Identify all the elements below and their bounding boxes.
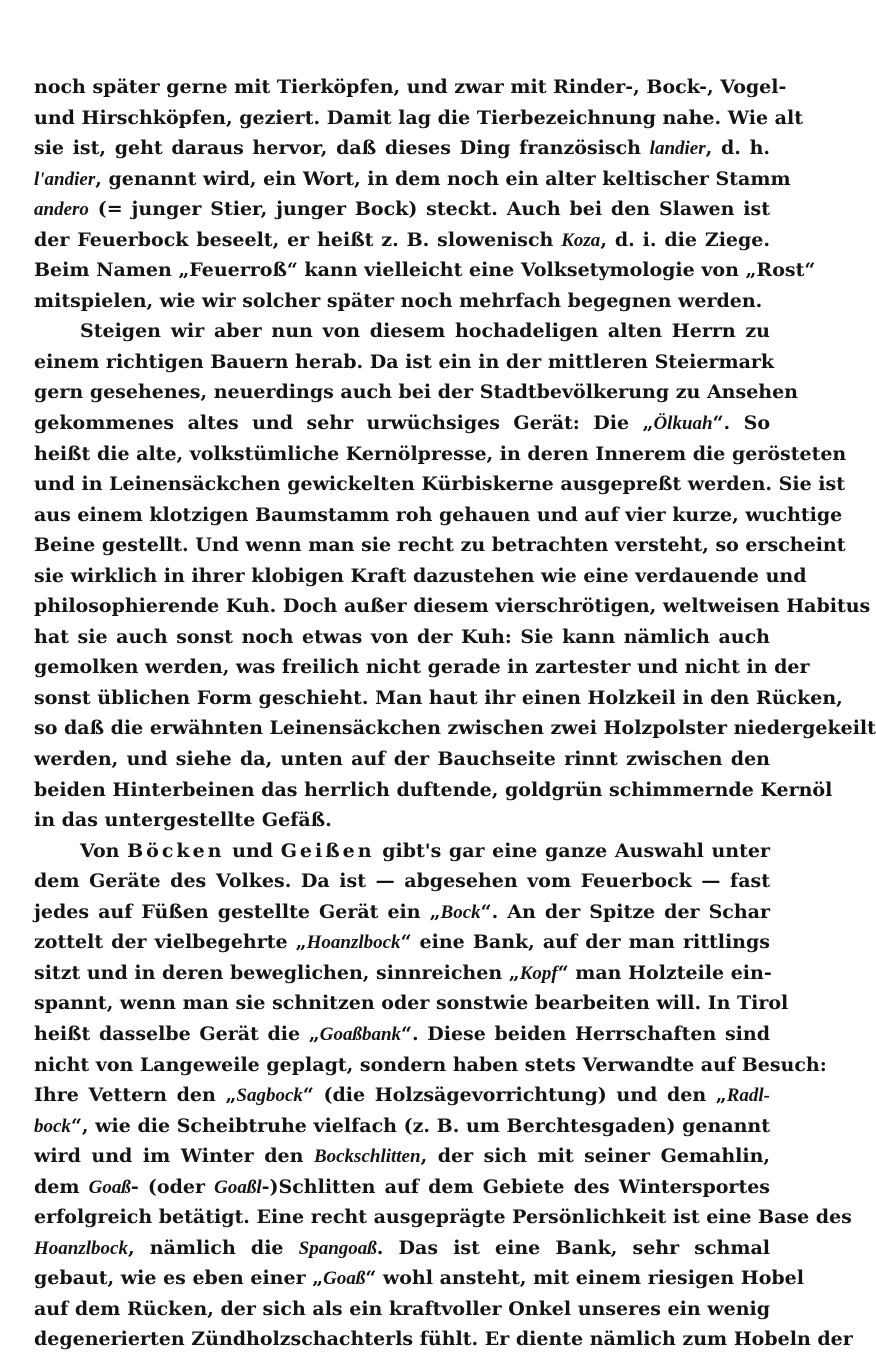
text-segment: gebaut, wie es eben einer „	[34, 1267, 324, 1290]
italic-term: Bockschlitten	[313, 1146, 421, 1168]
italic-term: Goaß	[323, 1268, 366, 1290]
text-line	[34, 744, 770, 775]
text-line	[34, 652, 810, 683]
italic-term: Bock	[440, 901, 481, 923]
text-line	[34, 958, 770, 989]
text-line	[34, 500, 843, 531]
italic-term: Spangoaß	[298, 1237, 377, 1259]
text-segment: sie ist, geht daraus hervor, daß dieses Ding französisch	[34, 137, 650, 160]
text-segment: - (oder	[130, 1175, 215, 1198]
text-line	[34, 713, 876, 744]
italic-term: Goaßbank	[319, 1023, 402, 1045]
italic-term: Hoanzlbock	[34, 1237, 128, 1259]
italic-term: l'andier	[34, 168, 96, 190]
text-line	[34, 775, 833, 806]
spaced-emphasis: Böcken	[127, 839, 225, 862]
paragraph-start-line	[34, 316, 770, 347]
spaced-emphasis: Geißen	[280, 839, 375, 862]
text-segment: Beim Namen „Feuerroß“ kann vielleicht eine Volksetymologie von „Rost“	[34, 259, 816, 282]
text-segment: beiden Hinterbeinen das herrlich duftende, goldgrün schimmernde Kernöl	[34, 778, 833, 801]
text-line	[34, 103, 803, 134]
text-line	[34, 561, 807, 592]
text-segment: sitzt und in deren beweglichen, sinnreichen „	[34, 961, 520, 984]
text-segment: sie wirklich in ihrer klobigen Kraft dazustehen wie eine verdauende und	[34, 564, 807, 587]
text-line	[34, 866, 770, 897]
text-line	[34, 530, 846, 561]
italic-term: bock	[34, 1115, 71, 1137]
text-segment: dem	[34, 1175, 89, 1198]
text-segment: Beine gestellt. Und wenn man sie recht zu betrachten versteht, so erscheint	[34, 534, 846, 557]
text-segment: zottelt der vielbegehrte „	[34, 931, 307, 954]
text-segment: “. An der Spitze der Schar	[480, 900, 770, 923]
text-line	[34, 194, 770, 225]
text-line	[34, 1080, 770, 1111]
text-segment: heißt die alte, volkstümliche Kernölpresse, in deren Innerem die gerösteten	[34, 442, 847, 465]
italic-term: Goaßl	[214, 1176, 262, 1198]
text-segment: “ (die Holzsägevorrichtung) und den „	[302, 1084, 727, 1107]
text-line	[34, 897, 770, 928]
text-line	[34, 927, 770, 958]
text-segment: , d. i. die Ziege.	[600, 228, 771, 251]
text-line	[34, 805, 770, 836]
text-segment: und in Leinensäckchen gewickelten Kürbiskerne ausgepreßt werden. Sie ist	[34, 473, 845, 496]
text-segment: “. So	[712, 412, 770, 435]
text-segment: “ man Holzteile ein-	[557, 961, 772, 984]
text-segment: heißt dasselbe Gerät die „	[34, 1022, 320, 1045]
text-line	[34, 72, 787, 103]
text-segment: -)Schlitten auf dem Gebiete des Wintersportes	[261, 1175, 771, 1198]
text-line	[34, 683, 843, 714]
text-segment: werden, und siehe da, unten auf der Bauchseite rinnt zwischen den	[34, 748, 770, 771]
text-line	[34, 439, 847, 470]
paragraph-start-line	[34, 836, 770, 867]
text-line	[34, 1202, 852, 1233]
text-segment: Von	[80, 839, 128, 862]
text-line	[34, 164, 791, 195]
text-segment: gemolken werden, was freilich nicht gerade in zartester und nicht in der	[34, 656, 810, 679]
text-line	[34, 1294, 770, 1325]
text-segment: dem Geräte des Volkes. Da ist — abgesehen vom Feuerbock — fast	[34, 870, 770, 893]
text-segment: Ihre Vettern den „	[34, 1084, 237, 1107]
text-line	[34, 1141, 770, 1172]
text-line	[34, 1263, 804, 1294]
text-line	[34, 988, 789, 1019]
text-segment: , genannt wird, ein Wort, in dem noch ein alter keltischer Stamm	[95, 167, 791, 190]
text-segment: philosophierende Kuh. Doch außer diesem vierschrötigen, weltweisen Habitus	[34, 595, 871, 618]
italic-term: Koza	[561, 229, 601, 251]
text-segment: mitspielen, wie wir solcher später noch mehrfach begegnen werden.	[34, 289, 763, 312]
text-line	[34, 1111, 770, 1142]
text-segment: “, wie die Scheibtruhe vielfach (z. B. um Berchtesgaden) genannt	[70, 1114, 770, 1137]
text-segment: “. Diese beiden Herrschaften sind	[401, 1022, 770, 1045]
text-segment: degenerierten Zündholzschachterls fühlt. Er diente nämlich zum Hobeln der	[34, 1328, 853, 1351]
text-segment: , d. h.	[705, 137, 770, 160]
text-segment: einem richtigen Bauern herab. Da ist ein in der mittleren Steiermark	[34, 350, 775, 373]
text-segment: noch später gerne mit Tierköpfen, und zwar mit Rinder-, Bock-, Vogel-	[34, 76, 787, 98]
text-line	[34, 591, 871, 622]
italic-term: Ölkuah	[653, 413, 713, 435]
text-line	[34, 133, 770, 164]
text-segment: auf dem Rücken, der sich als ein kraftvoller Onkel unseres ein wenig	[34, 1297, 771, 1320]
text-line	[34, 377, 798, 408]
text-line	[34, 1324, 853, 1355]
text-segment: nicht von Langeweile geplagt, sondern haben stets Verwandte auf Besuch:	[34, 1053, 827, 1076]
text-line	[34, 1233, 770, 1264]
text-segment: . Das ist eine Bank, sehr schmal	[376, 1236, 770, 1259]
text-segment: , nämlich die	[127, 1236, 299, 1259]
italic-term: Radl-	[726, 1085, 771, 1107]
text-segment: (= junger Stier, junger Bock) steckt. Auch bei den Slawen ist	[88, 198, 770, 221]
text-line	[34, 286, 770, 317]
text-segment: und Hirschköpfen, geziert. Damit lag die Tierbezeichnung nahe. Wie alt	[34, 106, 803, 129]
text-line	[34, 225, 770, 256]
text-line	[34, 1172, 770, 1203]
text-segment: der Feuerbock beseelt, er heißt z. B. slowenisch	[34, 228, 562, 251]
text-segment: Steigen wir aber nun von diesem hochadeligen alten Herrn zu	[80, 320, 770, 343]
italic-term: landier	[649, 138, 706, 160]
text-line	[34, 1019, 770, 1050]
text-segment: “ eine Bank, auf der man rittlings	[400, 931, 770, 954]
text-segment: , der sich mit seiner Gemahlin,	[420, 1145, 771, 1168]
text-segment: “ wohl ansteht, mit einem riesigen Hobel	[365, 1267, 804, 1290]
text-segment: aus einem klotzigen Baumstamm roh gehauen und auf vier kurze, wuchtige	[34, 503, 843, 526]
text-segment: gibt's gar eine ganze Auswahl unter	[374, 839, 770, 862]
text-line	[34, 408, 770, 439]
text-segment: hat sie auch sonst noch etwas von der Kuh: Sie kann nämlich auch	[34, 625, 770, 648]
text-line	[34, 469, 845, 500]
text-segment: und	[224, 839, 281, 862]
body-text	[34, 72, 876, 1355]
text-segment: so daß die erwähnten Leinensäckchen zwischen zwei Holzpolster niedergekeilt	[34, 717, 876, 740]
text-line	[34, 622, 770, 653]
text-line	[34, 347, 775, 378]
text-segment: gern gesehenes, neuerdings auch bei der Stadtbevölkerung zu Ansehen	[34, 381, 798, 404]
text-segment: wird und im Winter den	[34, 1145, 314, 1168]
text-segment: spannt, wenn man sie schnitzen oder sonstwie bearbeiten will. In Tirol	[34, 992, 789, 1015]
italic-term: Goaß	[88, 1176, 131, 1198]
italic-term: Sagbock	[236, 1085, 303, 1107]
text-segment: erfolgreich betätigt. Eine recht ausgeprägte Persönlichkeit ist eine Base des	[34, 1206, 852, 1229]
italic-term: andero	[34, 199, 89, 221]
text-segment: gekommenes altes und sehr urwüchsiges Gerät: Die „	[34, 412, 654, 435]
text-segment: jedes auf Füßen gestellte Gerät ein „	[34, 900, 441, 923]
text-segment: sonst üblichen Form geschieht. Man haut ihr einen Holzkeil in den Rücken,	[34, 686, 843, 709]
italic-term: Hoanzlbock	[306, 932, 401, 954]
text-line	[34, 255, 816, 286]
text-segment: in das untergestellte Gefäß.	[34, 809, 332, 832]
italic-term: Kopf	[519, 962, 558, 984]
text-line	[34, 1050, 827, 1081]
